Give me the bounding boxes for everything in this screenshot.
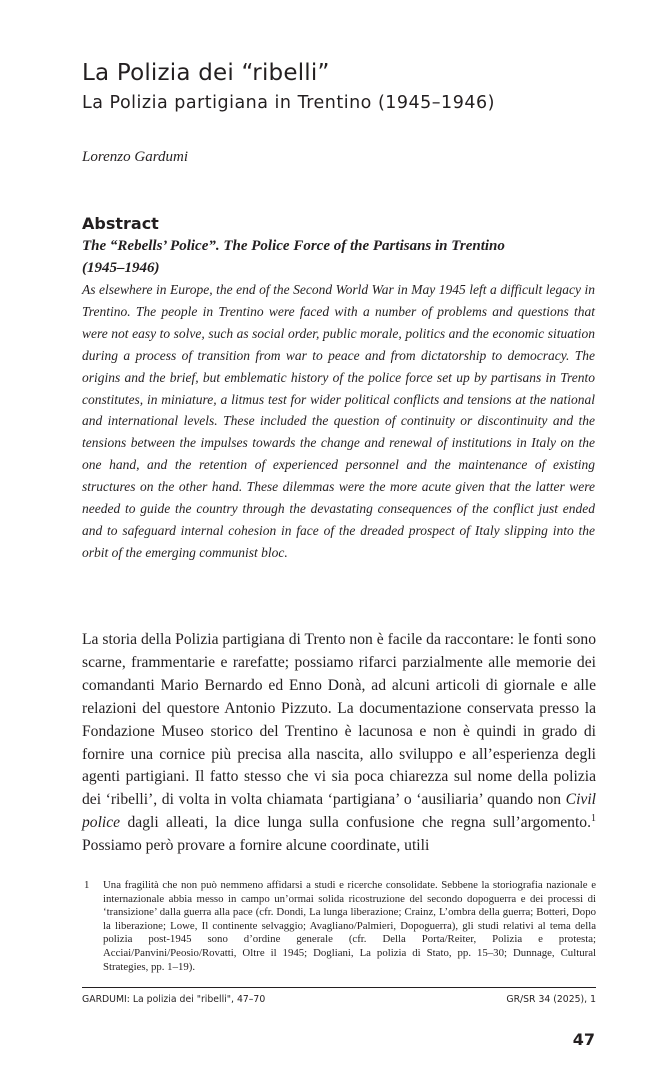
footnote-reference[interactable]: 1 [591,813,596,825]
abstract-heading: Abstract [82,214,159,233]
footnote [82,879,596,974]
abstract-body: As elsewhere in Europe, the end of the Second World War in May 1945 left a difficult legacy in Trentino. The people in Trentino were faced with a number of problems and questions that were not easy to solve, such as social order, public morale, politics and the economic situation during a process of transition from war to peace and from dictatorship to democracy. The origins and the brief, but emblematic history of the police force set up by partisans in Trento constitutes, in miniature, a litmus test for wider political conflicts and tensions at the national and international levels. These included the question of continuity or discontinuity and the tensions between the impulses towards the change and renewal of institutions in Italy on the one hand, and the retention of experienced personnel and the maintenance of existing structures on the other hand. These dilemmas were the more acute given that the latter were needed to guide the country through the devastating consequences of the conflict just ended and to safeguard internal cohesion in face of the dreaded prospect of Italy slipping into the orbit of the emerging communist bloc. [82,282,595,560]
main-paragraph [82,629,596,858]
article-subtitle: La Polizia partigiana in Trentino (1945–1946) [82,93,495,113]
running-header-right: GR/SR 34 (2025), 1 [506,994,596,1005]
main-text-italic: Civil police [82,791,596,832]
running-header-left: GARDUMI: La polizia dei "ribelli", 47–70 [82,994,266,1005]
author-name: Lorenzo Gardumi [82,149,188,165]
main-text-part2: dagli alleati, la dice lunga sulla confusione che regna sull’argomento. [120,814,591,832]
abstract-title: The “Rebells’ Police”. The Police Force of the Partisans in Trentino (1945–1946) [82,238,505,276]
main-text-part1: La storia della Polizia partigiana di Trento non è facile da raccontare: le fonti sono scarne, frammentarie e rarefatte; possiamo rifarci parzialmente alle memorie dei comandanti Mario Bernardo ed Enno Donà, ad alcuni articoli di giornale e alle relazioni del questore Antonio Pizzuto. La documentazione conservata presso la Fondazione Museo storico del Trentino è lacunosa e non è quindi in grado di fornire una cornice più precisa alla nascita, allo sviluppo e all’esperienza degli agenti partigiani. Il fatto stesso che vi sia poca chiarezza sul nome della polizia dei ‘ribelli’, di volta in volta chiamata ‘partigiana’ o ‘ausiliaria’ quando non [82,631,596,809]
footer-rule [82,987,596,988]
main-text-part3: Possiamo però provare a fornire alcune coordinate, utili [82,837,430,855]
page-number: 47 [572,1030,595,1049]
article-title: La Polizia dei “ribelli” [82,60,330,86]
footnote-number: 1 [84,879,90,891]
footnote-text: Una fragilità che non può nemmeno affidarsi a studi e ricerche consolidate. Sebbene la storiografia nazionale e internazionale abbia messo in campo un’ormai solida ricostruzione del secondo dopoguerra e dei processi di ‘transizione’ dalla guerra alla pace (cfr. Dondi, La lunga liberazione; Crainz, L’ombra della guerra; Botteri, Dopo la liberazione; Lowe, Il continente selvaggio; Avagliano/Palmieri, Dopoguerra), gli studi relativi al tema della polizia post-1945 sono d’ordine generale (cfr. Della Porta/Reiter, Polizia e protesta; Acciai/Panvini/Peosio/Rovatti, Oltre il 1945; Dogliani, La polizia di Stato, pp. 15–30; Dunnage, Cultural Strategies, pp. 1–19). [103,879,596,973]
